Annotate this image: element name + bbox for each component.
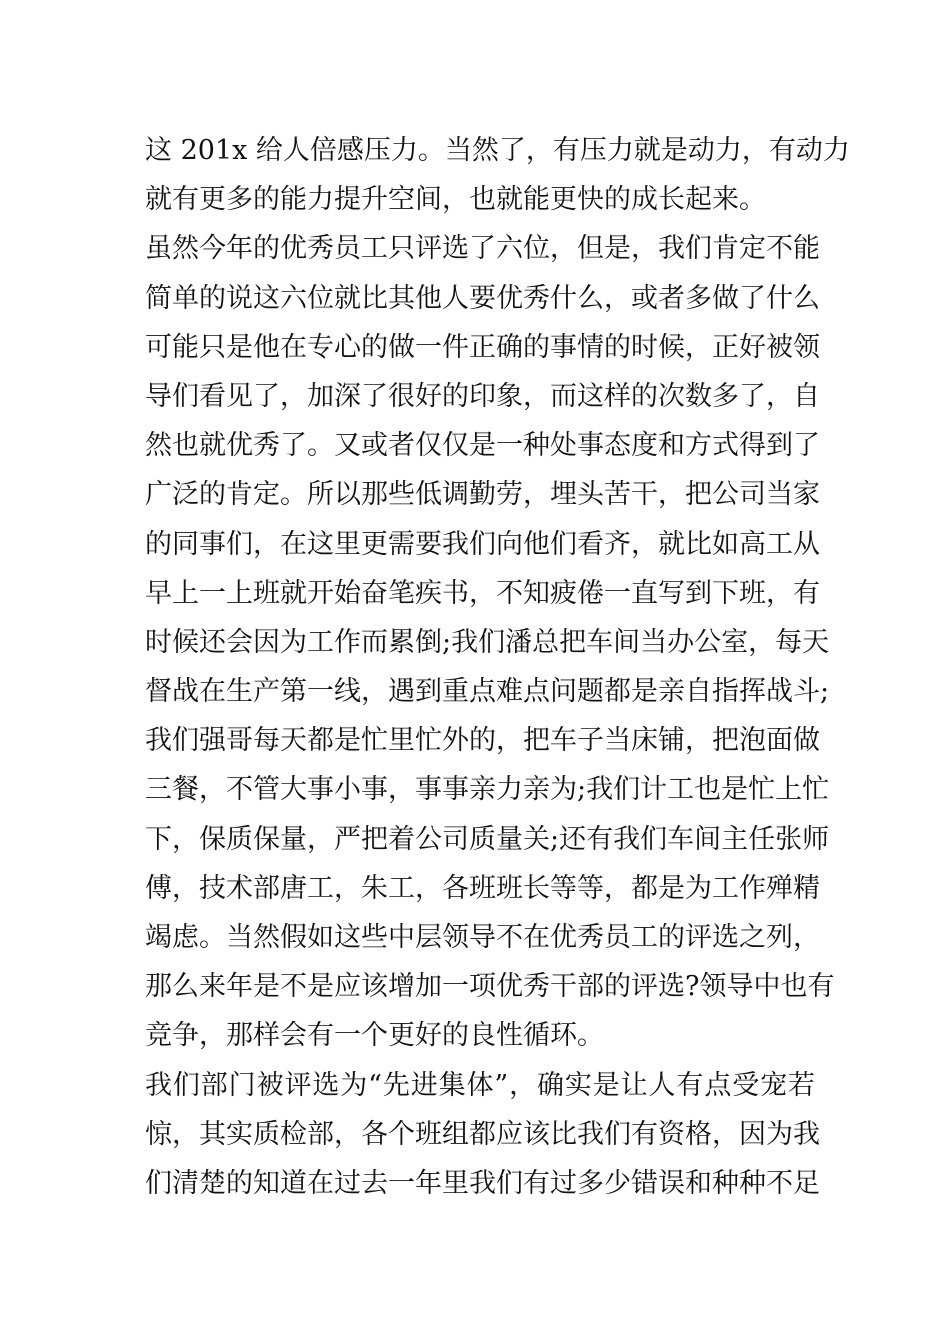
- text-line: 就有更多的能力提升空间，也就能更快的成长起来。: [145, 184, 766, 216]
- text-line: 可能只是他在专心的做一件正确的事情的时候，正好被领: [145, 331, 820, 363]
- text-line: 的同事们，在这里更需要我们向他们看齐，就比如高工从: [145, 528, 820, 560]
- text-line: 惊，其实质检部，各个班组都应该比我们有资格，因为我: [145, 1118, 820, 1150]
- text-line: 简单的说这六位就比其他人要优秀什么，或者多做了什么: [145, 282, 820, 314]
- text-line: 竭虑。当然假如这些中层领导不在优秀员工的评选之列，: [145, 922, 820, 953]
- text-line: 虽然今年的优秀员工只评选了六位，但是，我们肯定不能: [145, 233, 820, 265]
- text-line: 们清楚的知道在过去一年里我们有过多少错误和种种不足: [145, 1167, 820, 1199]
- text-line: 那么来年是不是应该增加一项优秀干部的评选?领导中也有: [145, 971, 835, 1003]
- text-line: 时候还会因为工作而累倒;我们潘总把车间当办公室，每天: [145, 626, 830, 658]
- text-line: 然也就优秀了。又或者仅仅是一种处事态度和方式得到了: [145, 430, 820, 462]
- text-line: 我们强哥每天都是忙里忙外的，把车子当床铺，把泡面做: [145, 725, 820, 757]
- text-line: 导们看见了，加深了很好的印象，而这样的次数多了，自: [145, 380, 820, 412]
- text-line: 傅，技术部唐工，朱工，各班班长等等，都是为工作殚精: [145, 872, 820, 904]
- text-line: 下，保质保量，严把着公司质量关;还有我们车间主任张师: [145, 823, 830, 855]
- text-line: 竞争，那样会有一个更好的良性循环。: [145, 1020, 604, 1052]
- text-line: 这 201x 给人倍感压力。当然了，有压力就是动力，有动力: [145, 135, 850, 166]
- text-line: 督战在生产第一线，遇到重点难点问题都是亲自指挥战斗;: [145, 676, 830, 708]
- body-text: [145, 126, 850, 1208]
- text-line: 早上一上班就开始奋笔疾书，不知疲倦一直写到下班，有: [145, 577, 820, 609]
- text-line: 广泛的肯定。所以那些低调勤劳，埋头苦干，把公司当家: [145, 479, 820, 511]
- text-line: 我们部门被评选为“先进集体”，确实是让人有点受宠若: [145, 1069, 815, 1101]
- text-line: 三餐，不管大事小事，事事亲力亲为;我们计工也是忙上忙: [145, 774, 830, 806]
